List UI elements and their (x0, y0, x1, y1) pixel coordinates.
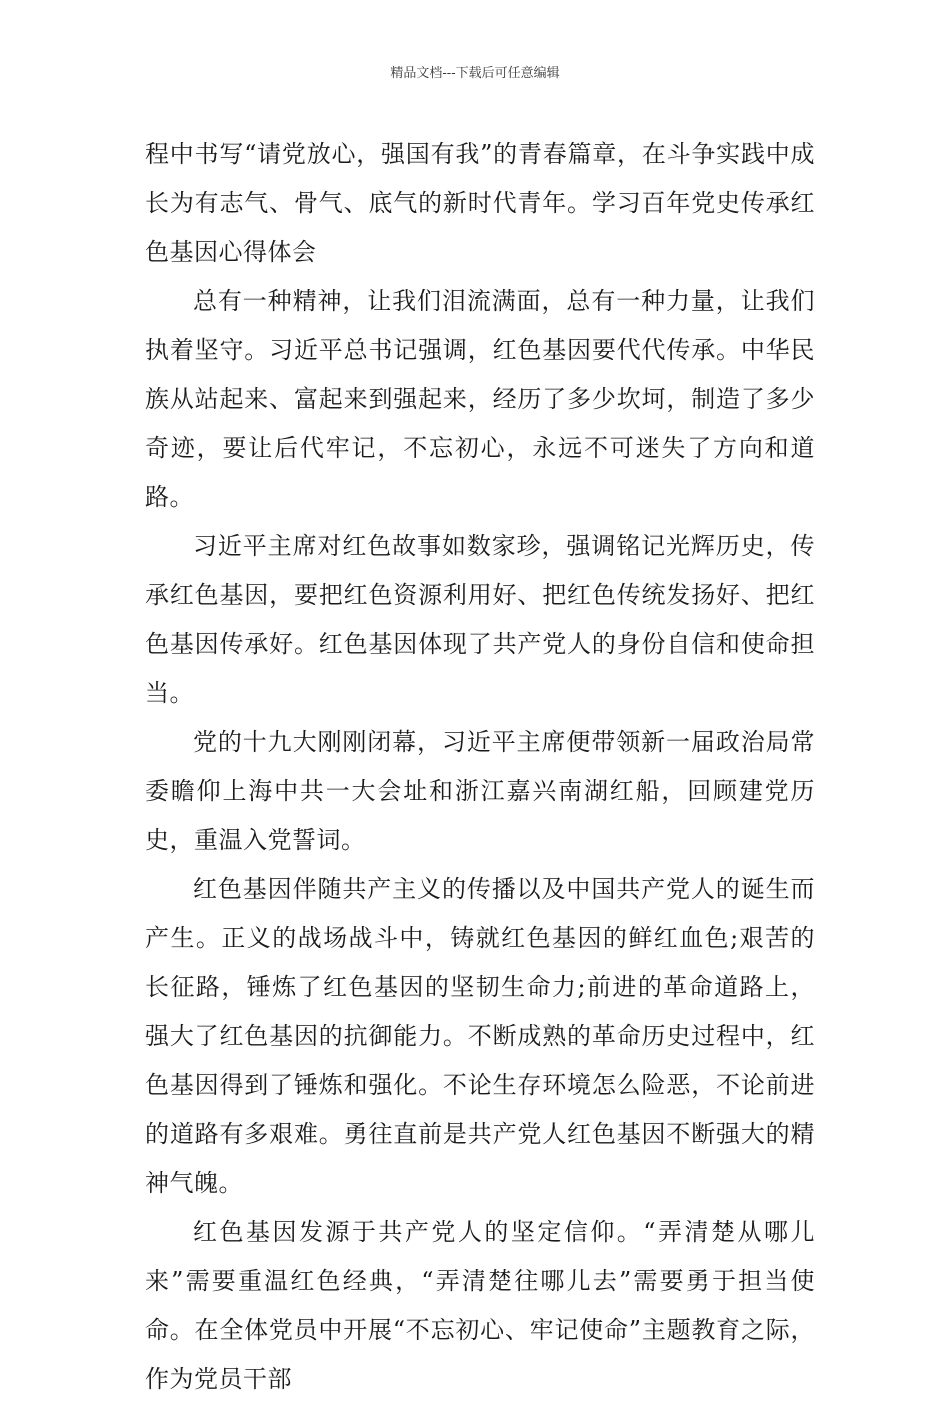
paragraph-5: 红色基因伴随共产主义的传播以及中国共产党人的诞生而产生。正义的战场战斗中，铸就红色基因的鲜红血色;艰苦的长征路，锤炼了红色基因的坚韧生命力;前进的革命道路上，强大了红色基因的抗御能力。不断成熟的革命历史过程中，红色基因得到了锤炼和强化。不论生存环境怎么险恶，不论前进的道路有多艰难。勇往直前是共产党人红色基因不断强大的精神气魄。 (145, 875, 815, 1197)
paragraph-4: 党的十九大刚刚闭幕，习近平主席便带领新一届政治局常委瞻仰上海中共一大会址和浙江嘉兴南湖红船，回顾建党历史，重温入党誓词。 (145, 728, 815, 854)
paragraph-3: 习近平主席对红色故事如数家珍，强调铭记光辉历史，传承红色基因，要把红色资源利用好、把红色传统发扬好、把红色基因传承好。红色基因体现了共产党人的身份自信和使命担当。 (145, 532, 815, 707)
paragraph-2: 总有一种精神，让我们泪流满面，总有一种力量，让我们执着坚守。习近平总书记强调，红色基因要代代传承。中华民族从站起来、富起来到强起来，经历了多少坎坷，制造了多少奇迹，要让后代牢记，不忘初心，永远不可迷失了方向和道路。 (145, 287, 815, 511)
document-body (145, 130, 815, 1404)
paragraph-1: 程中书写“请党放心，强国有我”的青春篇章，在斗争实践中成长为有志气、骨气、底气的新时代青年。学习百年党史传承红色基因心得体会 (145, 140, 815, 266)
paragraph-6: 红色基因发源于共产党人的坚定信仰。“弄清楚从哪儿来”需要重温红色经典，“弄清楚往哪儿去”需要勇于担当使命。在全体党员中开展“不忘初心、牢记使命”主题教育之际，作为党员干部 (145, 1218, 815, 1393)
page-header: 精品文档---下载后可任意编辑 (390, 66, 560, 81)
